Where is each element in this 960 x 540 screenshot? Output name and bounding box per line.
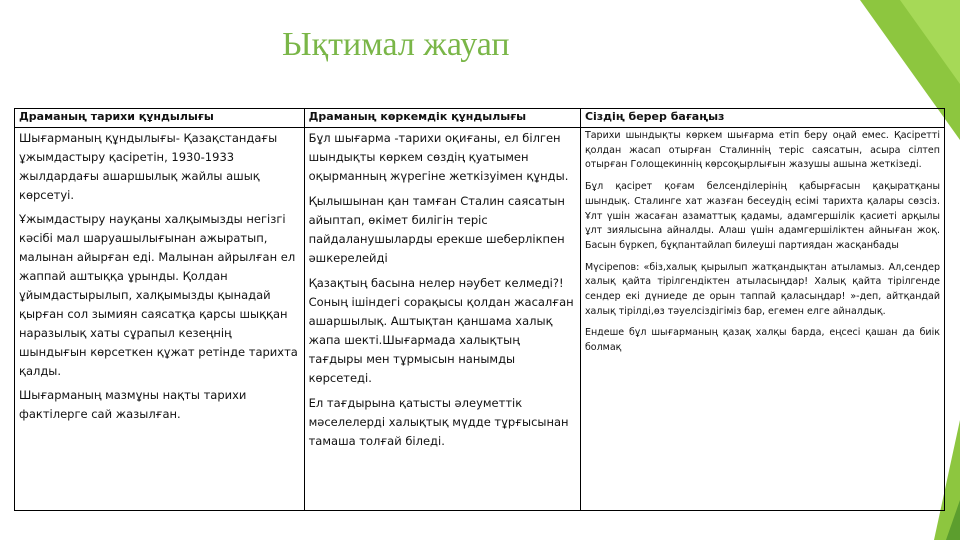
green-triangle-bottom-small [946,500,960,540]
paragraph: Тарихи шындықты көркем шығарма етіп беру оңай емес. Қасіретті қолдан жасап отырған Сталиннің теріс саясатын, асыра сілтеп отырған Голощекиннің көрсоқырлығын жазушы ашына жеткізеді. [584,130,940,171]
header-artistic-value: Драманың көркемдік құндылығы [304,109,580,128]
paragraph: Ел тағдырына қатысты әлеуметтік мәселелерді халықтық мүдде тұрғысынан тамаша толғай біледі. [308,396,569,448]
header-your-assessment: Сіздің берер бағаңыз [580,109,944,128]
paragraph: Қазақтың басына нелер нәубет келмеді?! Соның ішіндегі сорақысы қолдан жасалған ашаршылық. Аштықтан қаншама халық жапа шекті.Шығармада халықтың тағдыры мен тұрмысын нанымды көрсетеді. [308,276,574,385]
paragraph: Қылышынан қан тамған Сталин саясатын айыптап, өкімет билігін теріс пайдаланушыларды ерекше шеберлікпен әшкерелейді [308,194,565,265]
paragraph: Ендеше бұл шығарманың қазақ халқы барда, еңсесі қашан да биік болмақ [584,327,940,354]
paragraph: Шығарманың мазмұны нақты тарихи фактілерге сай жазылған. [19,388,247,421]
slide-title: Ықтимал жауап [282,26,510,63]
cell-artistic-value [304,128,580,511]
green-triangle-top-small [900,0,960,84]
paragraph: Бұл қасірет қоғам белсенділерінің қабырғасын қақыратқаны шындық. Сталинге хат жазған бесеудің есімі тарихта қалары сөзсіз. Ұлт үшін жасаған азаматтық қадамы, адамгершілік қасиеті арқылы ұлт зиялысына айналды. Алаш үшін адамгершіліктен айныған жоқ. Басын бүркеп, бұқпантайлап билеуші партиядан жасқанбады [584,181,940,251]
paragraph: Шығарманың құндылығы- Қазақстандағы ұжымдастыру қасіретін, 1930-1933 жылдардағы ашаршылық жайлы ашық көрсетуі. [19,131,278,202]
paragraph: Мүсірепов: «біз,халық қырылып жатқандықтан атыламыз. Ал,сендер халық қайта тірілгендіктен атыласыңдар! Халық қайта тірілгенде сендер екі дүниеде де орын таппай қаласыңдар! »-деп, айтқандай халық тірілді,өз тәуелсіздігіміз бар, егемен елге айналдық. [584,261,940,317]
cell-your-assessment [580,128,944,511]
paragraph: Ұжымдастыру науқаны халқымызды негізгі кәсібі мал шаруашылығынан ажыратып, малынан айырған еді. Малынан айрылған ел жаппай аштыққа ұрынды. Қолдан ұйымдастырылып, халқымызды қынадай қырған сол зымиян саясатқа қарсы шыққан наразылық хаты сұрапыл кезеңнің шындығын көрсеткен құжат ретінде тарихта қалды. [19,212,298,378]
answer-table [14,108,945,511]
table-header-row [15,109,945,128]
paragraph: Бұл шығарма -тарихи оқиғаны, ел білген шындықты көркем сөздің қуатымен оқырманның жүрегіне жеткізуімен құнды. [308,131,569,183]
header-historical-value: Драманың тарихи құндылығы [15,109,305,128]
cell-historical-value [15,128,305,511]
table-row [15,128,945,511]
